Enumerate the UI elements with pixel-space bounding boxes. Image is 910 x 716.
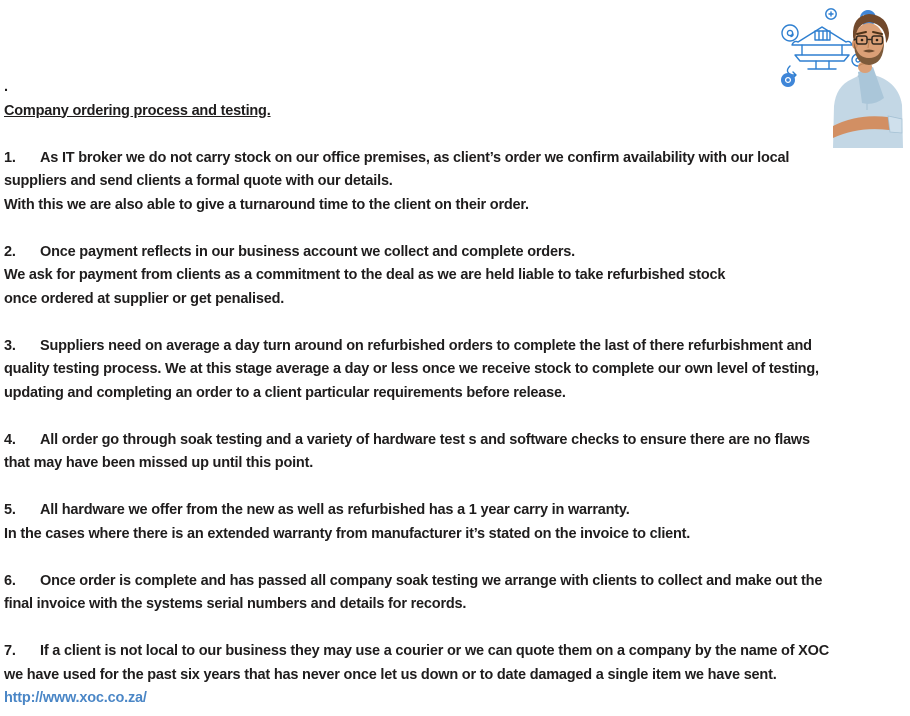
list-number: 4. [4, 431, 16, 448]
text-line: Suppliers need on average a day turn around on refurbished orders to complete the last of there refurbishment and [40, 337, 812, 354]
text-line: that may have been missed up until this point. [4, 455, 314, 471]
house-doodle-icon [782, 9, 864, 78]
list-number: 1. [4, 149, 16, 166]
text-line: We ask for payment from clients as a commitment to the deal as we are held liable to take refurbished stock [4, 267, 726, 283]
paragraph-1 [4, 147, 908, 218]
paragraph-4 [4, 429, 908, 476]
text-line: suppliers and send clients a formal quote with our details. [4, 173, 393, 189]
list-number: 3. [4, 337, 16, 354]
xoc-website-link[interactable]: http://www.xoc.co.za/ [4, 690, 147, 706]
text-line: If a client is not local to our business they may use a courier or we can quote them on a company by the name of XOC [40, 643, 829, 659]
paragraph-6 [4, 570, 908, 617]
text-line: All order go through soak testing and a variety of hardware test s and software checks to ensure there are no flaws [40, 431, 810, 448]
list-number: 6. [4, 572, 16, 589]
text-line: updating and completing an order to a client particular requirements before release. [4, 384, 566, 401]
page-title: Company ordering process and testing. [4, 102, 271, 119]
text-line: All hardware we offer from the new as well as refurbished has a 1 year carry in warranty. [40, 502, 630, 518]
paragraph-2 [4, 241, 908, 312]
text-line: once ordered at supplier or get penalised. [4, 290, 285, 307]
paragraph-3 [4, 335, 908, 406]
list-number: 2. [4, 243, 16, 260]
text-line: we have used for the past six years that has never once let us down or to date damaged a single item we have sent. [4, 666, 777, 683]
leading-dot: . [4, 79, 8, 95]
list-number: 5. [4, 502, 16, 518]
text-line: Once order is complete and has passed all company soak testing we arrange with clients to collect and make out the [40, 572, 823, 589]
text-line: As IT broker we do not carry stock on our office premises, as client’s order we confirm availability with our local [40, 149, 790, 166]
text-line: With this we are also able to give a turnaround time to the client on their order. [4, 196, 529, 213]
document-body [4, 76, 908, 711]
list-number: 7. [4, 643, 16, 659]
text-line: In the cases where there is an extended warranty from manufacturer it’s stated on the invoice to client. [4, 525, 691, 542]
text-line: final invoice with the systems serial numbers and details for records. [4, 596, 467, 612]
text-line: quality testing process. We at this stage average a day or less once we receive stock to complete our own level of testing, [4, 361, 819, 377]
paragraph-7 [4, 640, 908, 711]
paragraph-5 [4, 499, 908, 546]
text-line: Once payment reflects in our business account we collect and complete orders. [40, 243, 575, 260]
